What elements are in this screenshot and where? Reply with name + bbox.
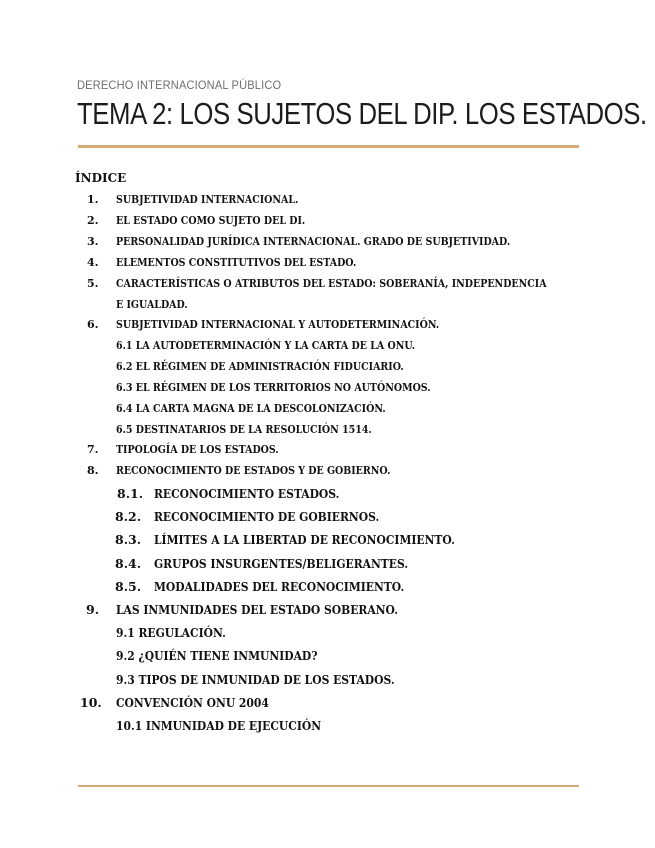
toc-number: 7. xyxy=(87,443,99,456)
toc-subitem: 9.1 REGULACIÓN. xyxy=(116,625,226,640)
index-heading: ÍNDICE xyxy=(75,171,127,185)
toc-number: 1. xyxy=(87,193,99,206)
toc-subitem: 6.1 LA AUTODETERMINACIÓN Y LA CARTA DE LA ONU. xyxy=(116,339,416,352)
toc-subitem: 10.1 INMUNIDAD DE EJECUCIÓN xyxy=(116,718,322,733)
toc-subitem: GRUPOS INSURGENTES/BELIGERANTES. xyxy=(154,556,409,571)
toc-item: ELEMENTOS CONSTITUTIVOS DEL ESTADO. xyxy=(116,256,357,269)
toc-subnumber: 8.2. xyxy=(115,509,142,524)
toc-item: CARACTERÍSTICAS O ATRIBUTOS DEL ESTADO: SOBERANÍA, INDEPENDENCIA xyxy=(116,277,547,290)
toc-number: 6. xyxy=(87,318,99,331)
toc-number: 3. xyxy=(87,235,99,248)
toc-number: 9. xyxy=(86,602,100,617)
page-title: TEMA 2: LOS SUJETOS DEL DIP. LOS ESTADOS. xyxy=(77,96,647,131)
toc-subitem: 9.3 TIPOS DE INMUNIDAD DE LOS ESTADOS. xyxy=(116,672,395,687)
toc-number: 10. xyxy=(80,695,102,710)
toc-subnumber: 8.5. xyxy=(115,579,142,594)
toc-subnumber: 8.3. xyxy=(115,532,142,547)
toc-subitem: 6.4 LA CARTA MAGNA DE LA DESCOLONIZACIÓN. xyxy=(116,402,386,415)
header-divider xyxy=(78,145,579,148)
toc-item: TIPOLOGÍA DE LOS ESTADOS. xyxy=(116,443,279,456)
toc-item: RECONOCIMIENTO DE ESTADOS Y DE GOBIERNO. xyxy=(116,464,391,477)
toc-subitem: 6.3 EL RÉGIMEN DE LOS TERRITORIOS NO AUTÓNOMOS. xyxy=(116,381,431,394)
subject-label: DERECHO INTERNACIONAL PÚBLICO xyxy=(77,78,282,92)
toc-item: EL ESTADO COMO SUJETO DEL DI. xyxy=(116,214,306,227)
toc-item: PERSONALIDAD JURÍDICA INTERNACIONAL. GRADO DE SUBJETIVIDAD. xyxy=(116,235,511,248)
toc-number: 4. xyxy=(87,256,99,269)
toc-subitem: 6.5 DESTINATARIOS DE LA RESOLUCIÓN 1514. xyxy=(116,423,372,436)
toc-item: SUBJETIVIDAD INTERNACIONAL Y AUTODETERMINACIÓN. xyxy=(116,318,440,331)
toc-subnumber: 8.4. xyxy=(115,556,142,571)
toc-number: 8. xyxy=(87,464,99,477)
toc-subitem: RECONOCIMIENTO ESTADOS. xyxy=(154,486,340,501)
toc-number: 5. xyxy=(87,277,99,290)
toc-item-continuation: E IGUALDAD. xyxy=(116,298,188,311)
toc-subitem: RECONOCIMIENTO DE GOBIERNOS. xyxy=(154,509,380,524)
toc-subitem: 6.2 EL RÉGIMEN DE ADMINISTRACIÓN FIDUCIARIO. xyxy=(116,360,404,373)
toc-subitem: LÍMITES A LA LIBERTAD DE RECONOCIMIENTO. xyxy=(154,532,455,547)
toc-item: LAS INMUNIDADES DEL ESTADO SOBERANO. xyxy=(116,602,399,617)
toc-number: 2. xyxy=(87,214,99,227)
toc-item: CONVENCIÓN ONU 2004 xyxy=(116,695,269,710)
toc-item: SUBJETIVIDAD INTERNACIONAL. xyxy=(116,193,299,206)
toc-subitem: 9.2 ¿QUIÉN TIENE INMUNIDAD? xyxy=(116,648,318,663)
toc-subitem: MODALIDADES DEL RECONOCIMIENTO. xyxy=(154,579,405,594)
toc-subnumber: 8.1. xyxy=(117,486,144,501)
footer-divider xyxy=(78,785,579,787)
